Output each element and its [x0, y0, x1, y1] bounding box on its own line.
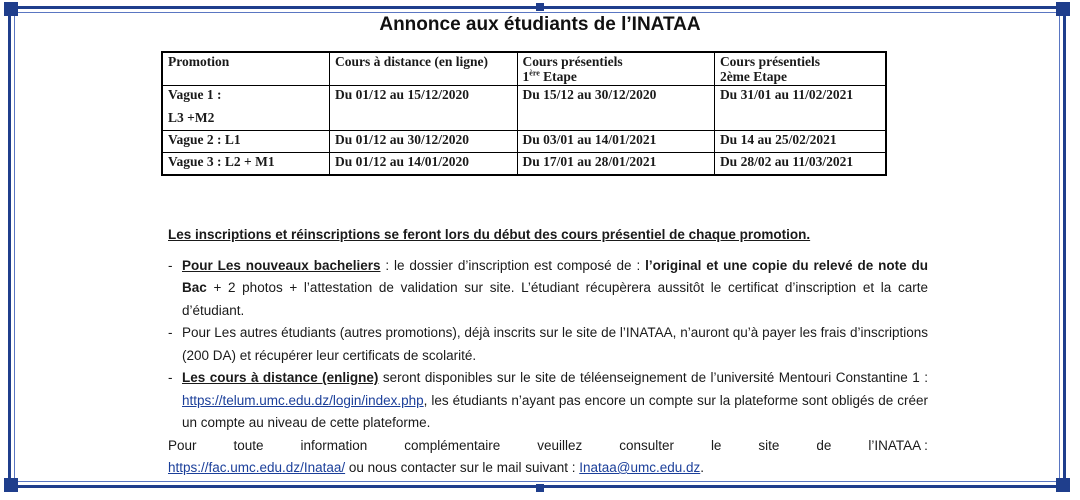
- closing-word: de: [816, 437, 832, 453]
- border-corner: [4, 478, 18, 492]
- header-presentiel-2: [714, 52, 886, 86]
- closing-word: toute: [233, 437, 264, 453]
- bullet-dash: -: [168, 325, 173, 340]
- bullet-text: [182, 255, 928, 323]
- distance-courses-text-end: , les étudiants n’ayant pas encore un compte sur la plateforme sont obligés de créer un compte au niveau de cette plateforme.: [182, 392, 928, 430]
- closing-word: le: [710, 437, 722, 453]
- closing-word: veuillez: [537, 437, 583, 453]
- closing-word: complémentaire: [404, 437, 501, 453]
- new-students-docs: l’original et une copie du relevé de note du Bac: [182, 257, 928, 295]
- bullet-dash: -: [168, 370, 173, 385]
- list-item: [168, 322, 928, 367]
- header-presentiel-1: [517, 52, 714, 86]
- list-item: [168, 367, 928, 435]
- closing-word: site: [758, 437, 780, 453]
- border-corner: [1056, 478, 1070, 492]
- closing-period: .: [700, 460, 705, 475]
- notice-body: [168, 224, 928, 480]
- table-row: [162, 131, 886, 153]
- telum-link[interactable]: https://telum.umc.edu.dz/login/index.php: [182, 392, 424, 408]
- closing-word: Pour: [168, 437, 197, 453]
- new-students-label: Pour Les nouveaux bacheliers: [182, 257, 381, 273]
- header-promotion: Promotion: [162, 52, 330, 86]
- closing-contact: [168, 457, 928, 480]
- header-presentiel-1-sup: ère: [529, 68, 540, 78]
- contact-text: ou nous contacter sur le mail suivant :: [345, 460, 580, 475]
- table-row: [162, 86, 886, 131]
- cell-etape1: Du 17/01 au 28/01/2021: [517, 153, 714, 176]
- cell-etape2: Du 31/01 au 11/02/2021: [714, 86, 886, 131]
- distance-courses-label: Les cours à distance (enligne): [182, 370, 379, 385]
- header-presentiel-1-num: 1: [522, 69, 530, 84]
- cell-etape1: Du 03/01 au 14/01/2021: [517, 131, 714, 153]
- list-item: [168, 255, 928, 323]
- promotion-wave: Vague 1 :: [168, 87, 222, 102]
- border-ornament: [536, 484, 544, 492]
- other-students-text: Pour Les autres étudiants (autres promotions), déjà inscrits sur le site de l’INATAA, n’auront qu’à payer les frais d’inscriptions (200 DA) et récupérer leur certificats de scolarité.: [182, 325, 928, 363]
- distance-courses-text: seront disponibles sur le site de téléenseignement de l’université Mentouri Constantine 1 :: [378, 370, 929, 385]
- cell-distance: Du 01/12 au 15/12/2020: [330, 86, 517, 131]
- cell-distance: Du 01/12 au 14/01/2020: [330, 153, 517, 176]
- inataa-site-link[interactable]: https://fac.umc.edu.dz/Inataa/: [168, 460, 346, 475]
- table-header-row: [162, 52, 886, 86]
- header-presentiel-2-title: Cours présentiels: [719, 54, 821, 69]
- promotion-levels: L3 +M2: [168, 110, 215, 125]
- cell-etape2: Du 28/02 au 11/03/2021: [714, 153, 886, 176]
- new-students-text: : le dossier d’inscription est composé de :: [380, 257, 646, 273]
- cell-etape2: Du 14 au 25/02/2021: [714, 131, 886, 153]
- cell-distance: Du 01/12 au 30/12/2020: [330, 131, 517, 153]
- cell-promotion: Vague 2 : L1: [162, 131, 330, 153]
- closing-line: [168, 435, 928, 458]
- header-distance: Cours à distance (en ligne): [330, 52, 517, 86]
- bullet-dash: -: [168, 257, 173, 273]
- closing-word: information: [300, 437, 368, 453]
- cell-etape1: Du 15/12 au 30/12/2020: [517, 86, 714, 131]
- header-presentiel-1-step: Etape: [539, 69, 577, 84]
- closing-word: consulter: [619, 437, 674, 453]
- new-students-text-end: + 2 photos + l’attestation de validation sur site. L’étudiant récupèrera aussitôt le certificat d’inscription et la carte d’étudiant.: [182, 280, 928, 318]
- schedule-table: [161, 51, 887, 176]
- closing-word: l’INATAA :: [868, 437, 928, 453]
- cell-promotion: [162, 86, 330, 131]
- border-ornament: [536, 3, 544, 11]
- cell-promotion: Vague 3 : L2 + M1: [162, 153, 330, 176]
- email-link[interactable]: Inataa@umc.edu.dz: [579, 460, 701, 475]
- page-title: Annonce aux étudiants de l’INATAA: [379, 14, 701, 35]
- header-presentiel-2-step: 2ème Etape: [719, 69, 788, 84]
- bullet-text: [182, 367, 928, 435]
- table-row: [162, 153, 886, 176]
- notice-lead: Les inscriptions et réinscriptions se feront lors du début des cours présentiel de chaque promotion.: [168, 227, 811, 242]
- header-presentiel-1-title: Cours présentiels: [522, 54, 623, 69]
